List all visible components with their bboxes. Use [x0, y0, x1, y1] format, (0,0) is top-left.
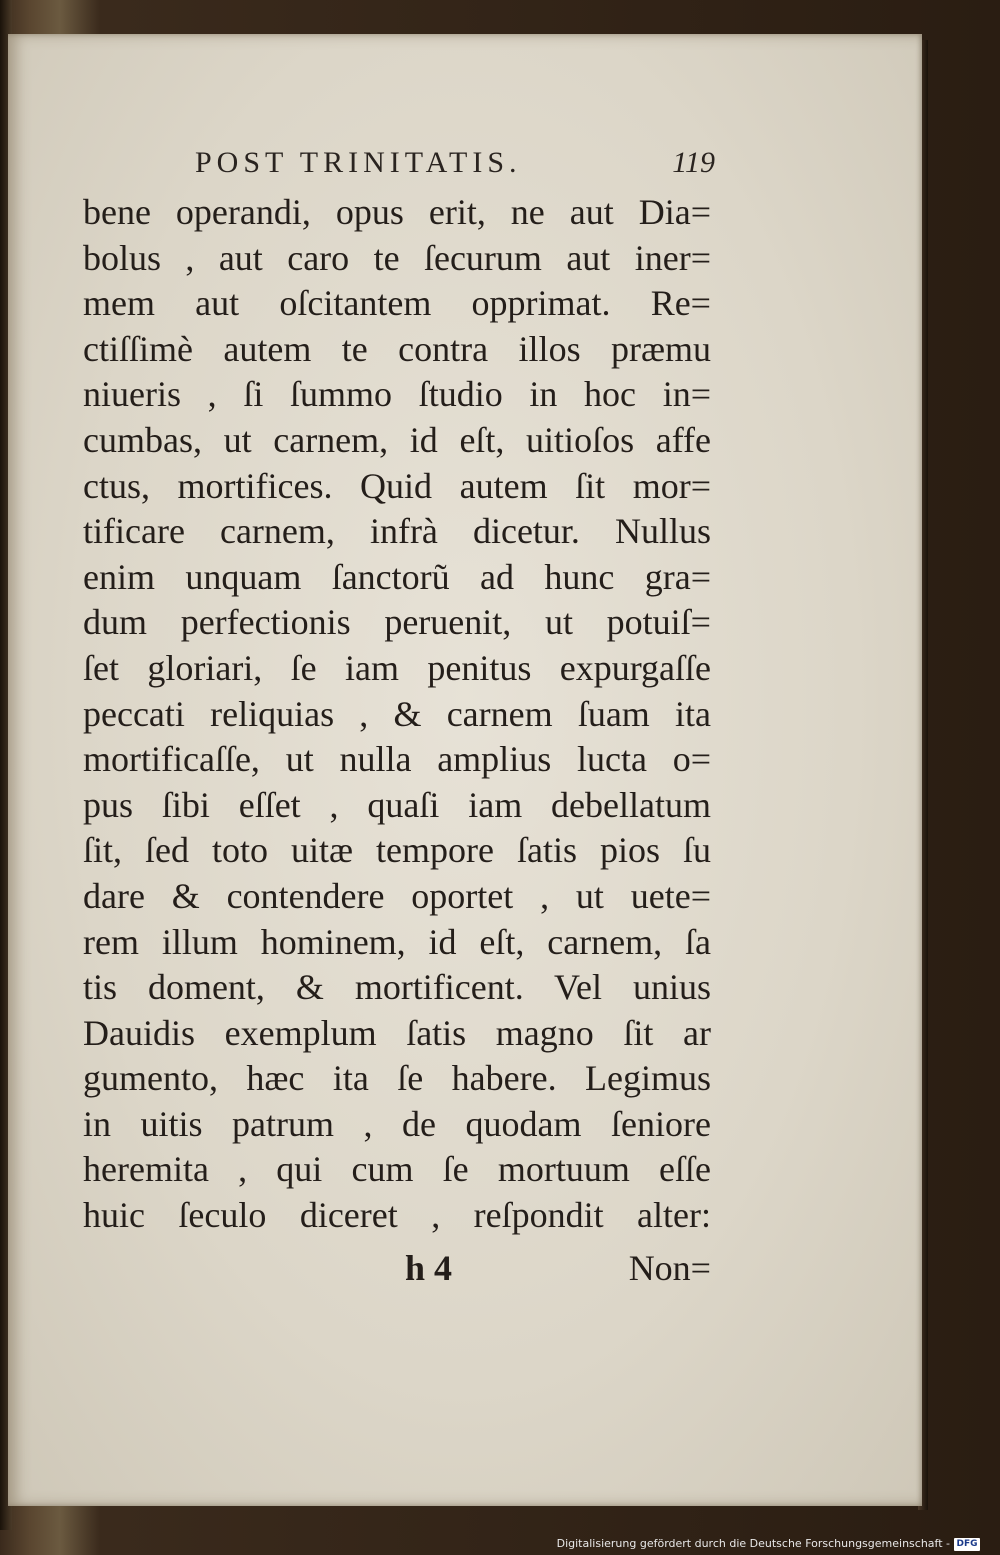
text-line: tis doment, & mortificent. Vel unius	[83, 967, 711, 1008]
page-footer	[83, 1245, 711, 1295]
text-line: peccati reliquias , & carnem ſuam ita	[83, 693, 711, 734]
text-line: gumento, hæc ita ſe habere. Legimus	[83, 1058, 711, 1099]
body-text	[83, 190, 713, 1239]
text-line: mortificaſſe, ut nulla amplius lucta o=	[83, 739, 711, 780]
text-line: ctiſſimè autem te contra illos præmu	[83, 328, 711, 369]
folio-number: 119	[672, 146, 715, 179]
text-line: dare & contendere oportet , ut uete=	[83, 875, 711, 916]
text-line: ſet gloriari, ſe iam penitus expurgaſſe	[83, 647, 711, 688]
text-line: mem aut oſcitantem opprimat. Re=	[83, 283, 711, 324]
text-line: enim unquam ſanctorũ ad hunc gra=	[83, 556, 711, 597]
text-line: niueris , ſi ſummo ſtudio in hoc in=	[83, 374, 711, 415]
text-line: pus ſibi eſſet , quaſi iam debellatum	[83, 784, 711, 825]
text-line: heremita , qui cum ſe mortuum eſſe	[83, 1149, 711, 1190]
text-line: tificare carnem, infrà dicetur. Nullus	[83, 511, 711, 552]
running-head	[195, 145, 715, 185]
credit-text: Digitalisierung gefördert durch die Deutsche Forschungsgemeinschaft -	[556, 1537, 950, 1550]
running-title: POST TRINITATIS.	[195, 146, 522, 179]
text-line: cumbas, ut carnem, id eſt, uitioſos affe	[83, 419, 711, 460]
text-line: ſit, ſed toto uitæ tempore ſatis pios ſu	[83, 830, 711, 871]
text-line: rem illum hominem, id eſt, carnem, ſa	[83, 921, 711, 962]
text-line: Dauidis exemplum ſatis magno ſit ar	[83, 1012, 711, 1053]
dfg-logo: DFG	[954, 1538, 980, 1551]
text-line: huic ſeculo diceret , reſpondit alter:	[83, 1195, 711, 1236]
digitization-credit	[557, 1536, 980, 1552]
signature-mark: h 4	[405, 1248, 453, 1288]
text-line: dum perfectionis peruenit, ut potuiſ=	[83, 602, 711, 643]
text-line: bolus , aut caro te ſecurum aut iner=	[83, 237, 711, 278]
catchword: Non=	[628, 1248, 711, 1288]
text-line: ctus, mortifices. Quid autem ſit mor=	[83, 465, 711, 506]
text-line: in uitis patrum , de quodam ſeniore	[83, 1103, 711, 1144]
text-line: bene operandi, opus erit, ne aut Dia=	[83, 192, 711, 232]
